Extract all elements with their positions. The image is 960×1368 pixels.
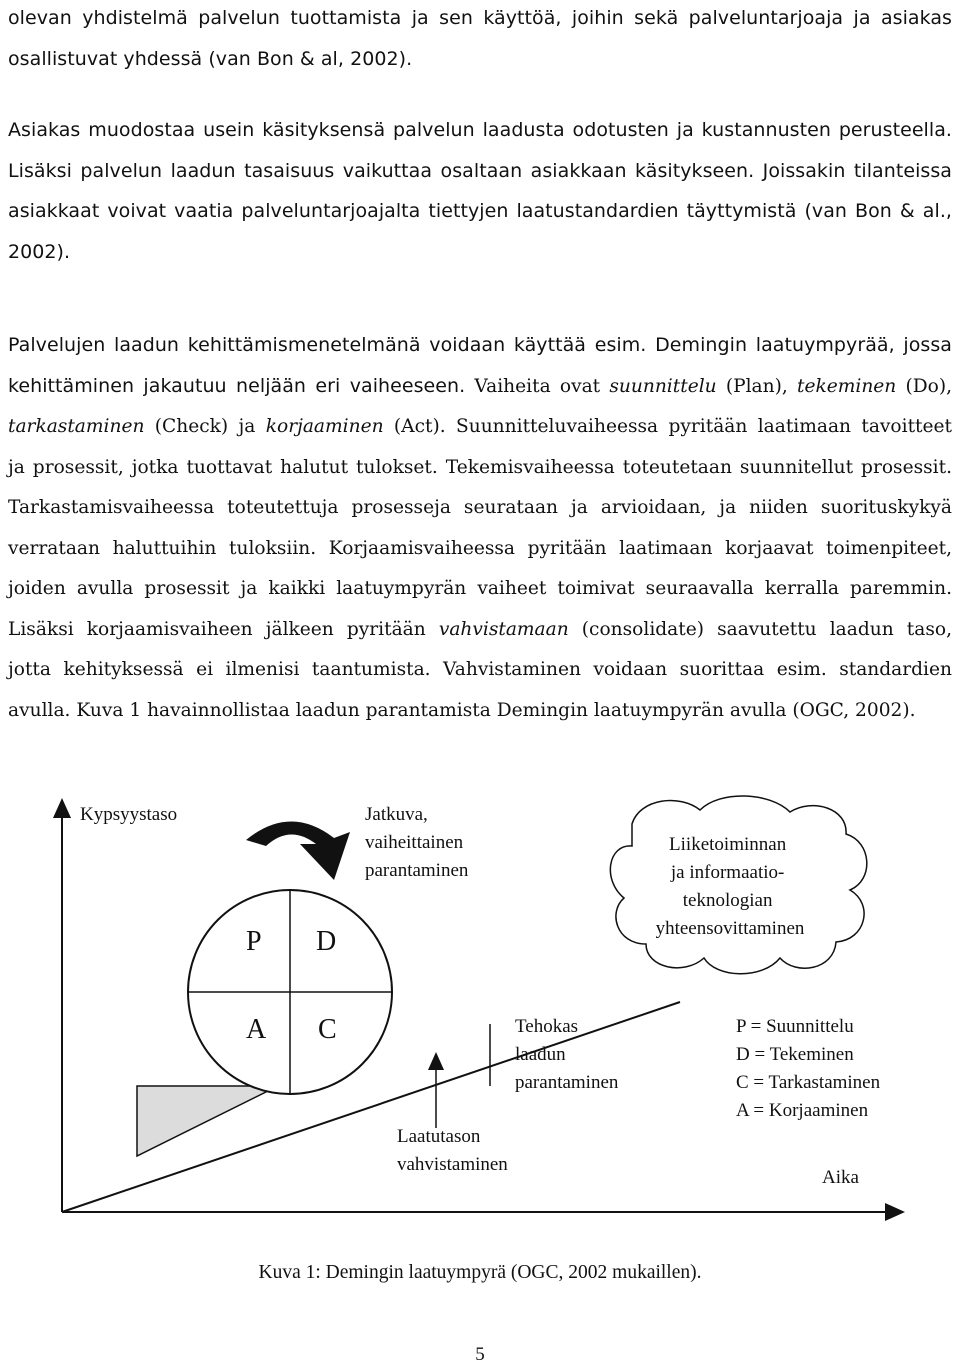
quadrant-a: A [246, 1014, 267, 1045]
text-line: asiakkaat voivat vaatia palveluntarjoajalta tiettyjen laatustandardien täyttymistä (van Bon & al., [8, 200, 952, 222]
page-number: 5 [475, 1344, 485, 1365]
text-line: Tarkastamisvaiheessa toteutettuja prosesseja seurataan ja arvioidaan, ja niiden suorituskykyä [8, 497, 952, 518]
paragraph-customer-perception [8, 110, 952, 272]
continuous-improvement-note: Jatkuva, vaiheittainen parantaminen [365, 804, 469, 881]
y-axis-label: Kypsyystaso [80, 804, 178, 825]
paragraph-intro [8, 0, 952, 79]
curved-arrow-icon [246, 821, 350, 880]
text-line: tarkastaminen (Check) ja korjaaminen (Act). Suunnitteluvaiheessa pyritään laatimaan tavoitteet [8, 416, 952, 437]
text-line: Lisäksi palvelun laadun tasaisuus vaikuttaa osaltaan asiakkaan käsitykseen. Joissakin tilanteissa [8, 159, 952, 182]
text-line: olevan yhdistelmä palvelun tuottamista ja sen käyttöä, joihin sekä palveluntarjoaja ja asiakas [8, 7, 952, 29]
text-line: Asiakas muodostaa usein käsityksensä palvelun laadusta odotusten ja kustannusten perusteella. [8, 119, 952, 141]
text-line: joiden avulla prosessit ja kaikki laatuympyrän vaiheet toimivat seuraavalla kerralla paremmin. [8, 578, 952, 599]
quadrant-d: D [316, 926, 337, 957]
text-line: ja prosessit, jotka tuottavat halutut tulokset. Tekemisvaiheessa toteutetaan suunnitellut prosessit. [8, 456, 952, 478]
deming-cycle-figure [0, 780, 960, 1240]
text-line: osallistuvat yhdessä (van Bon & al, 2002). [8, 47, 413, 70]
text-line: kehittäminen jakautuu neljään eri vaiheeseen. Vaiheita ovat suunnittelu (Plan), tekeminen (Do), [8, 374, 953, 397]
text-line: jotta kehityksessä ei ilmenisi taantumista. Vahvistaminen voidaan suorittaa esim. standardien [8, 659, 952, 680]
effective-improvement-note: Tehokas laadun parantaminen [515, 1016, 619, 1093]
consolidation-arrow-icon [428, 1052, 444, 1070]
quadrant-p: P [246, 926, 262, 957]
figure-caption: Kuva 1: Demingin laatuympyrä (OGC, 2002 mukaillen). [258, 1262, 702, 1283]
text-line: 2002). [8, 240, 71, 263]
text-line: Lisäksi korjaamisvaiheen jälkeen pyritään vahvistamaan (consolidate) saavutettu laadun taso, [8, 618, 952, 640]
consolidation-note: Laatutason vahvistaminen [397, 1126, 508, 1175]
text-line: verrataan haluttuihin tuloksiin. Korjaamisvaiheessa pyritään laatimaan korjaavat toimenpiteet, [8, 537, 952, 559]
legend: P = Suunnittelu D = Tekeminen C = Tarkastaminen A = Korjaaminen [736, 1016, 881, 1121]
cloud-text: Liiketoiminnan ja informaatio- teknologian yhteensovittaminen [655, 834, 805, 939]
quadrant-c: C [318, 1014, 337, 1045]
paragraph-deming [8, 325, 952, 731]
text-line: avulla. Kuva 1 havainnollistaa laadun parantamista Demingin laatuympyrän avulla (OGC, 2002). [8, 699, 916, 721]
x-axis-label: Aika [822, 1167, 859, 1188]
x-axis-arrow-icon [885, 1203, 905, 1221]
y-axis-arrow-icon [53, 798, 71, 818]
text-line: Palvelujen laadun kehittämismenetelmänä voidaan käyttää esim. Demingin laatuympyrää, jossa [8, 334, 952, 356]
cloud-shape [610, 796, 866, 974]
